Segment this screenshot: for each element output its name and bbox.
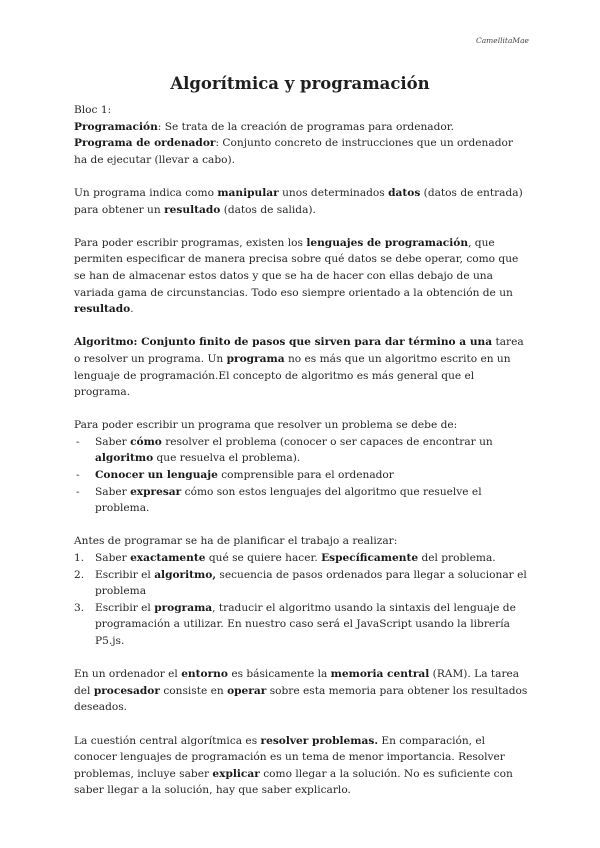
paragraph-cuestion [74, 733, 529, 799]
text: consiste en [159, 684, 228, 697]
list-item [74, 600, 529, 650]
paragraph-planificar-intro: Antes de programar se ha de planificar el trabajo a realizar: [74, 535, 398, 548]
text: resolver el problema (conocer o ser capaces de encontrar un [161, 435, 493, 448]
bold-text: explicar [212, 767, 260, 780]
bold-text: expresar [130, 485, 182, 498]
text: unos determinados [278, 186, 389, 199]
text: Saber [95, 552, 131, 565]
text: Para poder escribir programas, existen los [74, 236, 307, 249]
text: (datos de salida). [220, 203, 316, 216]
definition-programa-ordenador [74, 135, 529, 168]
text: sobre esta memoria para obtener los resultados deseados. [74, 684, 528, 714]
bold-text: operar [227, 684, 267, 697]
text: En un ordenador el [74, 668, 182, 681]
text: Saber [95, 485, 131, 498]
bold-text: Específicamente [321, 552, 419, 565]
bold-text: entorno [181, 668, 228, 681]
definition-text: : Conjunto concreto de instrucciones que un ordenador ha de ejecutar (llevar a cabo). [74, 137, 513, 166]
bold-text: lenguajes de programación [306, 236, 469, 249]
list-marker: - [76, 469, 80, 482]
text: del problema. [418, 552, 496, 565]
bold-text: programa [154, 601, 213, 614]
bold-text: algoritmo, [154, 568, 217, 581]
planning-steps-list [74, 550, 529, 650]
bold-text: resolver problemas. [260, 734, 379, 747]
list-item [74, 467, 529, 484]
text: (RAM). La tarea del [74, 668, 520, 697]
list-marker: - [76, 435, 80, 448]
text: cómo son estos lenguajes del algoritmo que resuelve el problema. [95, 485, 482, 515]
bold-text: Conocer un lenguaje [95, 469, 218, 482]
bold-text: datos [388, 186, 421, 199]
text: tarea o resolver un programa. Un [74, 336, 524, 365]
document-body [74, 102, 529, 799]
list-marker: 3. [74, 601, 85, 614]
bold-text: cómo [130, 435, 162, 448]
list-item [74, 567, 529, 600]
paragraph-programa [74, 185, 529, 218]
bold-text: resultado [74, 303, 131, 316]
paragraph-escribir-intro: Para poder escribir un programa que resolver un problema se debe de: [74, 419, 458, 432]
text: (datos de entrada) para obtener un [74, 186, 523, 216]
list-marker: 1. [74, 552, 85, 565]
author-header: CamellitaMae [475, 36, 529, 45]
bloc-label: Bloc 1: [74, 104, 112, 116]
text: . [130, 303, 134, 316]
term: Programación [74, 120, 158, 133]
list-item [74, 434, 529, 467]
text: es básicamente la [227, 668, 331, 681]
list-item [74, 484, 529, 517]
bold-text: procesador [93, 684, 160, 697]
text: que resuelva el problema). [153, 452, 301, 465]
text: Escribir el [95, 568, 155, 581]
text: , traducir el algoritmo usando la sintaxis del lenguaje de programación a utilizar. En nuestro caso será el JavaScript usando la librería P5.js. [95, 601, 516, 647]
bold-text: algoritmo [95, 452, 154, 465]
text: secuencia de pasos ordenados para llegar a solucionar el problema [95, 568, 527, 598]
text: Escribir el [95, 601, 155, 614]
paragraph-algoritmo [74, 334, 529, 400]
definition-text: : Se trata de la creación de programas para ordenador. [157, 120, 455, 133]
list-item [74, 550, 529, 567]
paragraph-entorno [74, 666, 529, 716]
text: , que permiten especificar de manera precisa sobre qué datos se debe operar, como que se han de almacenar estos datos y que se ha de hacer con ellas debajo de una variada gama de circunstancias. Todo eso siempre orientado a la obtención de un [74, 236, 519, 299]
paragraph-lenguajes [74, 235, 529, 318]
text: La cuestión central algorítmica es [74, 734, 261, 747]
text: no es más que un algoritmo escrito en un lenguaje de programación.El concepto de algoritmo es más general que el programa. [74, 352, 511, 399]
text: Un programa indica como [74, 186, 218, 199]
bold-text: programa [226, 352, 285, 365]
document-title: Algorítmica y programación [170, 74, 430, 93]
bold-text: exactamente [130, 552, 206, 565]
term: Programa de ordenador [74, 137, 216, 150]
text: En comparación, el conocer lenguajes de programación es un tema de menor importancia. Resolver problemas, incluye saber [74, 734, 505, 780]
text: Saber [95, 435, 131, 448]
definition-programacion [74, 119, 529, 136]
list-marker: 2. [74, 568, 85, 581]
text: como llegar a la solución. No es suficiente con saber llegar a la solución, hay que saber explicarlo. [74, 767, 513, 797]
bold-text: manipular [217, 186, 279, 199]
bold-text: resultado [164, 203, 221, 216]
list-marker: - [76, 485, 80, 498]
requirements-list [74, 434, 529, 517]
bold-text: memoria central [330, 668, 430, 681]
text: comprensible para el ordenador [217, 469, 394, 482]
text: qué se quiere hacer. [205, 552, 322, 565]
bold-text: Algoritmo: Conjunto finito de pasos que sirven para dar término a una [74, 336, 493, 349]
